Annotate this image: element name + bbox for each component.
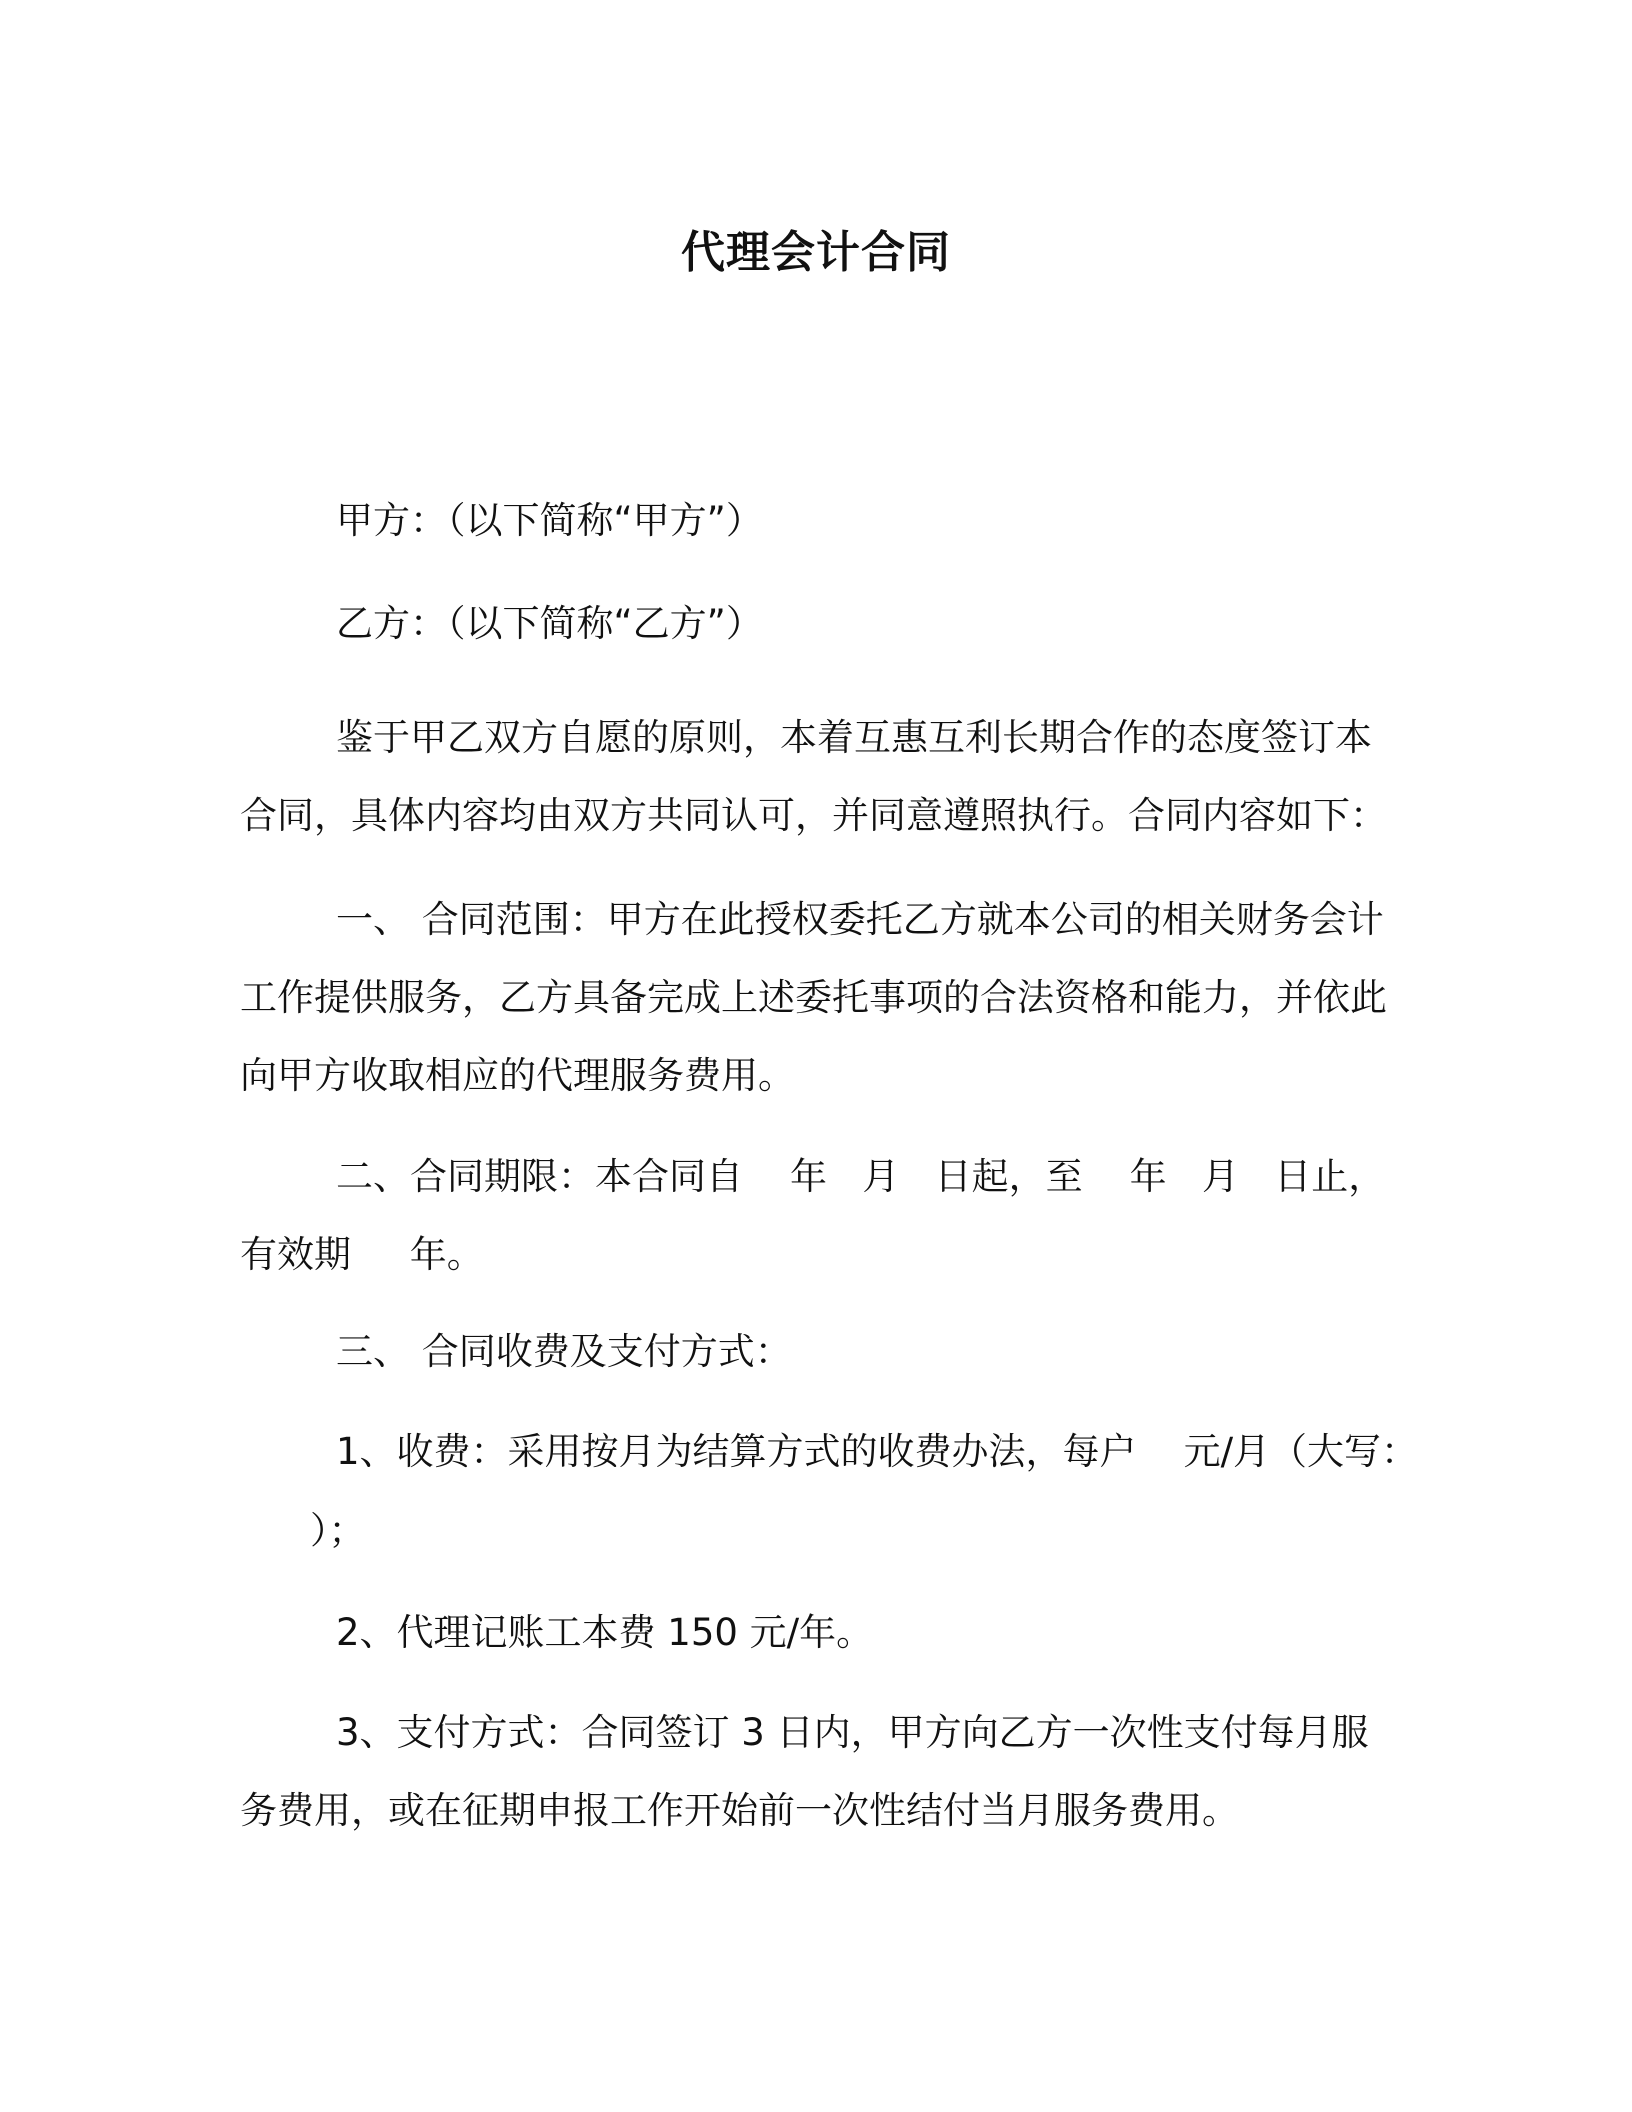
clause-scope: 一、 合同范围：甲方在此授权委托乙方就本公司的相关财务会计工作提供服务，乙方具备完成上述委托事项的合法资格和能力，并依此向甲方收取相应的代理服务费用。: [240, 898, 1387, 1097]
clause-term: 二、合同期限：本合同自 年 月 日起，至 年 月 日止，有效期 年。: [240, 1155, 1386, 1276]
document-title: 代理会计合同: [681, 227, 951, 278]
party-b-line: 乙方：（以下简称“乙方”）: [336, 602, 763, 645]
clause-fee-item-1-cont: ）；: [310, 1509, 366, 1552]
preamble-paragraph: 鉴于甲乙双方自愿的原则，本着互惠互利长期合作的态度签订本合同，具体内容均由双方共同认可，并同意遵照执行。合同内容如下：: [240, 716, 1387, 837]
clause-fee-item-2: 2、代理记账工本费 150 元/年。: [336, 1611, 874, 1654]
clause-fees-heading: 三、 合同收费及支付方式：: [336, 1330, 792, 1373]
clause-fee-item-1: 1、收费：采用按月为结算方式的收费办法，每户 元/月（大写：: [336, 1430, 1419, 1473]
party-a-line: 甲方：（以下简称“甲方”）: [336, 499, 763, 542]
clause-fee-item-3: 3、支付方式：合同签订 3 日内，甲方向乙方一次性支付每月服务费用，或在征期申报工作开始前一次性结付当月服务费用。: [240, 1711, 1369, 1832]
